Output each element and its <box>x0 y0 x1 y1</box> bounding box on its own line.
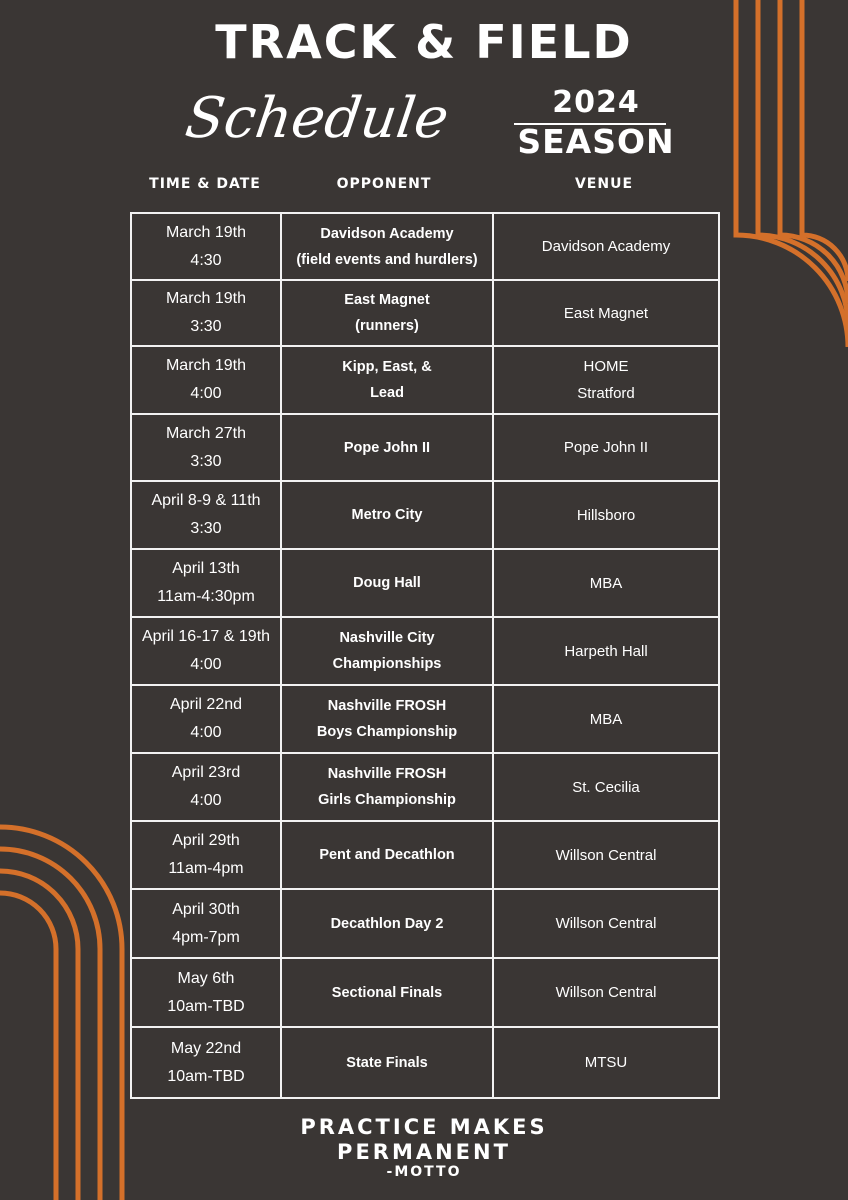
venue-line: Willson Central <box>555 984 657 1001</box>
venue-cell <box>493 346 719 414</box>
table-row <box>131 346 719 414</box>
opponent-line: Nashville FROSH <box>327 766 447 782</box>
event-time: 3:30 <box>190 452 222 470</box>
date-time-cell <box>131 213 281 280</box>
event-time: 4:00 <box>190 385 222 402</box>
date-time-cell <box>131 685 281 753</box>
opponent-line: State Finals <box>346 1054 428 1071</box>
venue-line: Hillsboro <box>576 506 636 524</box>
event-date: April 29th <box>172 832 240 849</box>
table-row <box>131 889 719 958</box>
motto-line-1: PRACTICE MAKES <box>300 1115 548 1139</box>
event-date: March 19th <box>165 357 247 374</box>
opponent-cell <box>281 958 493 1027</box>
event-date: April 16-17 & 19th <box>141 628 271 645</box>
table-row <box>131 414 719 481</box>
event-date: April 23rd <box>171 764 241 781</box>
motto-line-2: PERMANENT <box>337 1140 511 1164</box>
opponent-line: (field events and hurdlers) <box>296 251 478 268</box>
table-row <box>131 821 719 889</box>
event-time: 4pm-7pm <box>172 928 240 946</box>
venue-line: HOME <box>583 358 629 375</box>
event-time: 4:00 <box>190 656 222 673</box>
schedule-table <box>130 212 720 1099</box>
opponent-cell <box>281 280 493 346</box>
event-time: 3:30 <box>190 520 222 537</box>
opponent-line: Girls Championship <box>318 792 456 808</box>
venue-line: MBA <box>589 574 623 592</box>
event-time: 3:30 <box>190 318 222 335</box>
opponent-cell <box>281 889 493 958</box>
venue-cell <box>493 1027 719 1098</box>
event-date: April 13th <box>172 560 240 577</box>
opponent-cell <box>281 685 493 753</box>
table-row <box>131 1027 719 1098</box>
event-time: 10am-TBD <box>167 997 245 1015</box>
event-date: March 19th <box>165 290 247 307</box>
venue-line: Harpeth Hall <box>564 642 648 660</box>
opponent-line: Kipp, East, & <box>342 359 432 375</box>
opponent-line: Doug Hall <box>353 575 421 591</box>
date-time-cell <box>131 753 281 821</box>
table-row <box>131 549 719 617</box>
venue-line: Davidson Academy <box>541 238 671 255</box>
opponent-cell <box>281 617 493 685</box>
table-row <box>131 958 719 1027</box>
event-time: 11am-4pm <box>168 860 244 877</box>
opponent-cell <box>281 414 493 481</box>
opponent-cell <box>281 821 493 889</box>
opponent-cell <box>281 346 493 414</box>
date-time-cell <box>131 821 281 889</box>
opponent-line: East Magnet <box>344 292 430 308</box>
opponent-line: Metro City <box>351 507 423 523</box>
table-row <box>131 213 719 280</box>
date-time-cell <box>131 549 281 617</box>
venue-cell <box>493 414 719 481</box>
event-date: May 22nd <box>170 1039 242 1057</box>
venue-line: Pope John II <box>563 439 649 456</box>
date-time-cell <box>131 617 281 685</box>
event-time: 4:00 <box>190 724 222 741</box>
event-date: March 27th <box>165 424 247 442</box>
column-header-venue: VENUE <box>574 176 634 192</box>
venue-cell <box>493 280 719 346</box>
opponent-cell <box>281 753 493 821</box>
venue-cell <box>493 549 719 617</box>
opponent-cell <box>281 213 493 280</box>
venue-line: MBA <box>589 710 623 728</box>
season-label: SEASON <box>517 122 675 161</box>
opponent-cell <box>281 1027 493 1098</box>
opponent-line: Nashville City <box>339 630 435 646</box>
venue-cell <box>493 617 719 685</box>
motto-attribution: -MOTTO <box>386 1164 462 1180</box>
opponent-line: Pope John II <box>343 439 431 456</box>
event-time: 4:00 <box>190 792 222 809</box>
date-time-cell <box>131 958 281 1027</box>
page-title: TRACK & FIELD <box>215 15 633 69</box>
opponent-line: (runners) <box>355 318 419 334</box>
date-time-cell <box>131 1027 281 1098</box>
column-header-time-date: TIME & DATE <box>149 176 261 192</box>
date-time-cell <box>131 280 281 346</box>
opponent-line: Nashville FROSH <box>327 698 447 714</box>
season-year: 2024 <box>552 85 640 120</box>
event-date: May 6th <box>177 969 235 987</box>
venue-cell <box>493 685 719 753</box>
date-time-cell <box>131 414 281 481</box>
venue-cell <box>493 753 719 821</box>
venue-cell <box>493 481 719 549</box>
table-row <box>131 685 719 753</box>
opponent-line: Davidson Academy <box>320 225 454 242</box>
venue-line: St. Cecilia <box>572 778 640 796</box>
venue-line: East Magnet <box>563 304 649 322</box>
date-time-cell <box>131 481 281 549</box>
venue-cell <box>493 213 719 280</box>
opponent-line: Championships <box>332 656 442 672</box>
table-row <box>131 481 719 549</box>
venue-line: Stratford <box>577 385 635 402</box>
column-header-opponent: OPPONENT <box>336 176 432 192</box>
venue-line: MTSU <box>584 1054 628 1071</box>
opponent-cell <box>281 549 493 617</box>
schedule-script-title: Schedule <box>181 86 453 151</box>
date-time-cell <box>131 889 281 958</box>
event-date: April 22nd <box>169 696 243 713</box>
venue-line: Willson Central <box>555 846 657 864</box>
event-date: April 8-9 & 11th <box>151 492 261 509</box>
event-time: 11am-4:30pm <box>157 588 255 605</box>
opponent-line: Pent and Decathlon <box>319 847 455 863</box>
opponent-cell <box>281 481 493 549</box>
venue-line: Willson Central <box>555 915 657 932</box>
event-time: 10am-TBD <box>167 1067 245 1085</box>
date-time-cell <box>131 346 281 414</box>
opponent-line: Lead <box>370 385 404 401</box>
table-row <box>131 753 719 821</box>
opponent-line: Boys Championship <box>316 724 458 740</box>
event-date: March 19th <box>165 223 247 241</box>
event-date: April 30th <box>172 900 240 918</box>
table-row <box>131 280 719 346</box>
venue-cell <box>493 889 719 958</box>
venue-cell <box>493 821 719 889</box>
event-time: 4:30 <box>190 251 222 269</box>
opponent-line: Decathlon Day 2 <box>330 915 444 932</box>
table-row <box>131 617 719 685</box>
opponent-line: Sectional Finals <box>331 984 443 1001</box>
venue-cell <box>493 958 719 1027</box>
